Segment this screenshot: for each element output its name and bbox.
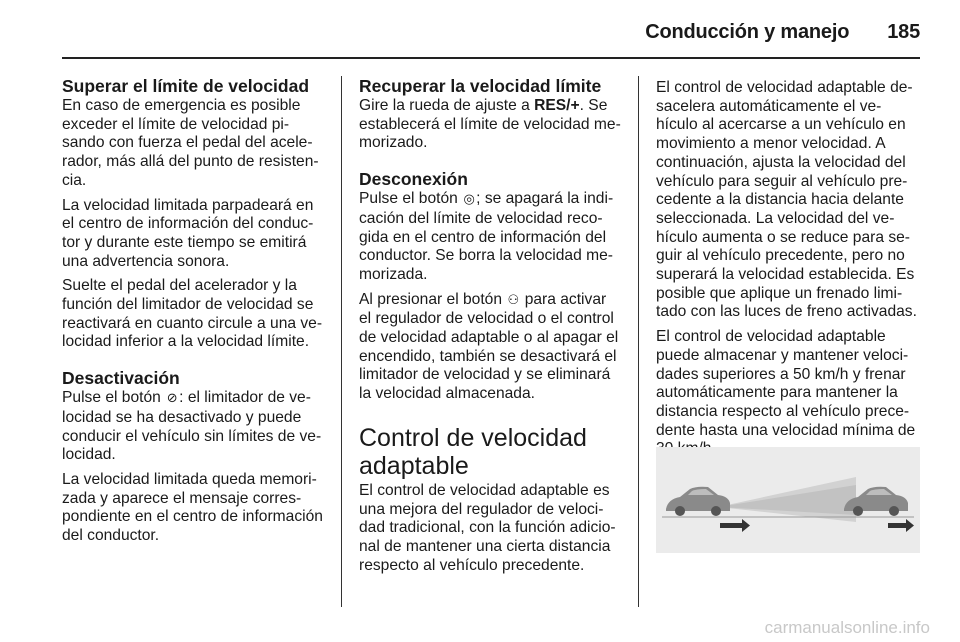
heading-superar-limite: Superar el límite de velocidad [62,76,310,96]
column-1 [62,76,324,552]
text-run: Pulse el botón [62,389,166,407]
paragraph: El control de velocidad adaptable es una mejora del regulador de veloci-dad tradicional, con la función adicio-nal de mantener una cierta distancia respecto al vehículo precedente. [359,481,616,574]
paragraph: El control de velocidad adaptable de-sacelera automáticamente el ve-hículo al acercarse a un vehículo en movimiento a menor velocidad. A continuación, ajusta la velocidad del vehículo para seguir al vehículo pre-cedente a la distancia hacia delante seleccionada. La velocidad del ve-hículo aumenta o se reduce para se-guir al vehículo precedente, pero no superará la velocidad establecida. Es posible que aplique un frenado limi-tado con las luces de freno activadas. [656,79,917,321]
movement-arrow [720,519,750,532]
res-plus-label: RES/+ [534,97,580,114]
paragraph: En caso de emergencia es posible exceder el límite de velocidad pi-sando con fuerza el pedal del acele-rador, más allá del punto de resisten-cia. [62,97,319,189]
page-number: 185 [887,20,920,43]
speed-limiter-off-icon: ⊘ [166,391,178,407]
heading-desactivacion: Desactivación [62,368,180,389]
text-run: ; se apagará la indi-cación del límite de velocidad reco-gida en el centro de información del conductor. Se borra la velocidad me-morizada. [359,190,614,283]
adaptive-cruise-illustration [656,447,920,553]
paragraph: La velocidad limitada queda memori-zada y aparece el mensaje corres-pondiente en el centro de información del conductor. [62,470,323,545]
text-run: : el limitador de ve-locidad se ha desactivado y puede conducir el vehículo sin límites de ve-locidad. [62,389,322,464]
paragraph [62,389,324,465]
own-vehicle [666,487,730,516]
adaptive-cruise-diagram [656,447,920,553]
movement-arrow [888,519,914,532]
heading-control-velocidad-adaptable: Control de velocidad adaptable [359,423,587,480]
watermark: carmanualsonline.info [764,618,930,637]
radar-beam-inner [718,485,856,515]
column-2 [359,76,621,581]
column-divider [638,76,639,607]
paragraph [359,97,621,153]
speed-limiter-icon: ◎ [463,192,475,208]
text-run: Al presionar el botón [359,290,507,308]
paragraph: La velocidad limitada parpadeará en el centro de información del conduc-tor y durante este tiempo se emitirá una advertencia sonora. [62,196,314,270]
section-title: Conducción y manejo [645,20,850,43]
text-run: para activar el regulador de velocidad o el control de velocidad adaptable o al apagar el encendido, también se desactivará el limitador de velocidad y se eliminará la velocidad almacenada. [359,290,619,403]
header-rule [62,57,920,59]
text-run: . Se establecerá el límite de velocidad me-morizado. [359,97,621,152]
paragraph [359,190,621,285]
text-run: Pulse el botón [359,190,463,208]
text-run: Gire la rueda de ajuste a [359,97,535,114]
cruise-control-icon: ⚇ [507,292,520,308]
page-header [645,14,920,50]
heading-recuperar-velocidad: Recuperar la velocidad límite [359,76,602,96]
paragraph [359,291,621,404]
column-divider [341,76,342,607]
column-3 [656,79,918,465]
paragraph: El control de velocidad adaptable puede almacenar y mantener veloci-dades superiores a 50 km/h y frenar automáticamente para mantener la distancia respecto al vehículo prece-dente hasta una velocidad mínima de [656,328,916,439]
paragraph: Suelte el pedal del acelerador y la función del limitador de velocidad se reactivará en cuanto circule a una ve-locidad inferior a la velocidad límite. [62,277,323,351]
heading-desconexion: Desconexión [359,169,468,190]
